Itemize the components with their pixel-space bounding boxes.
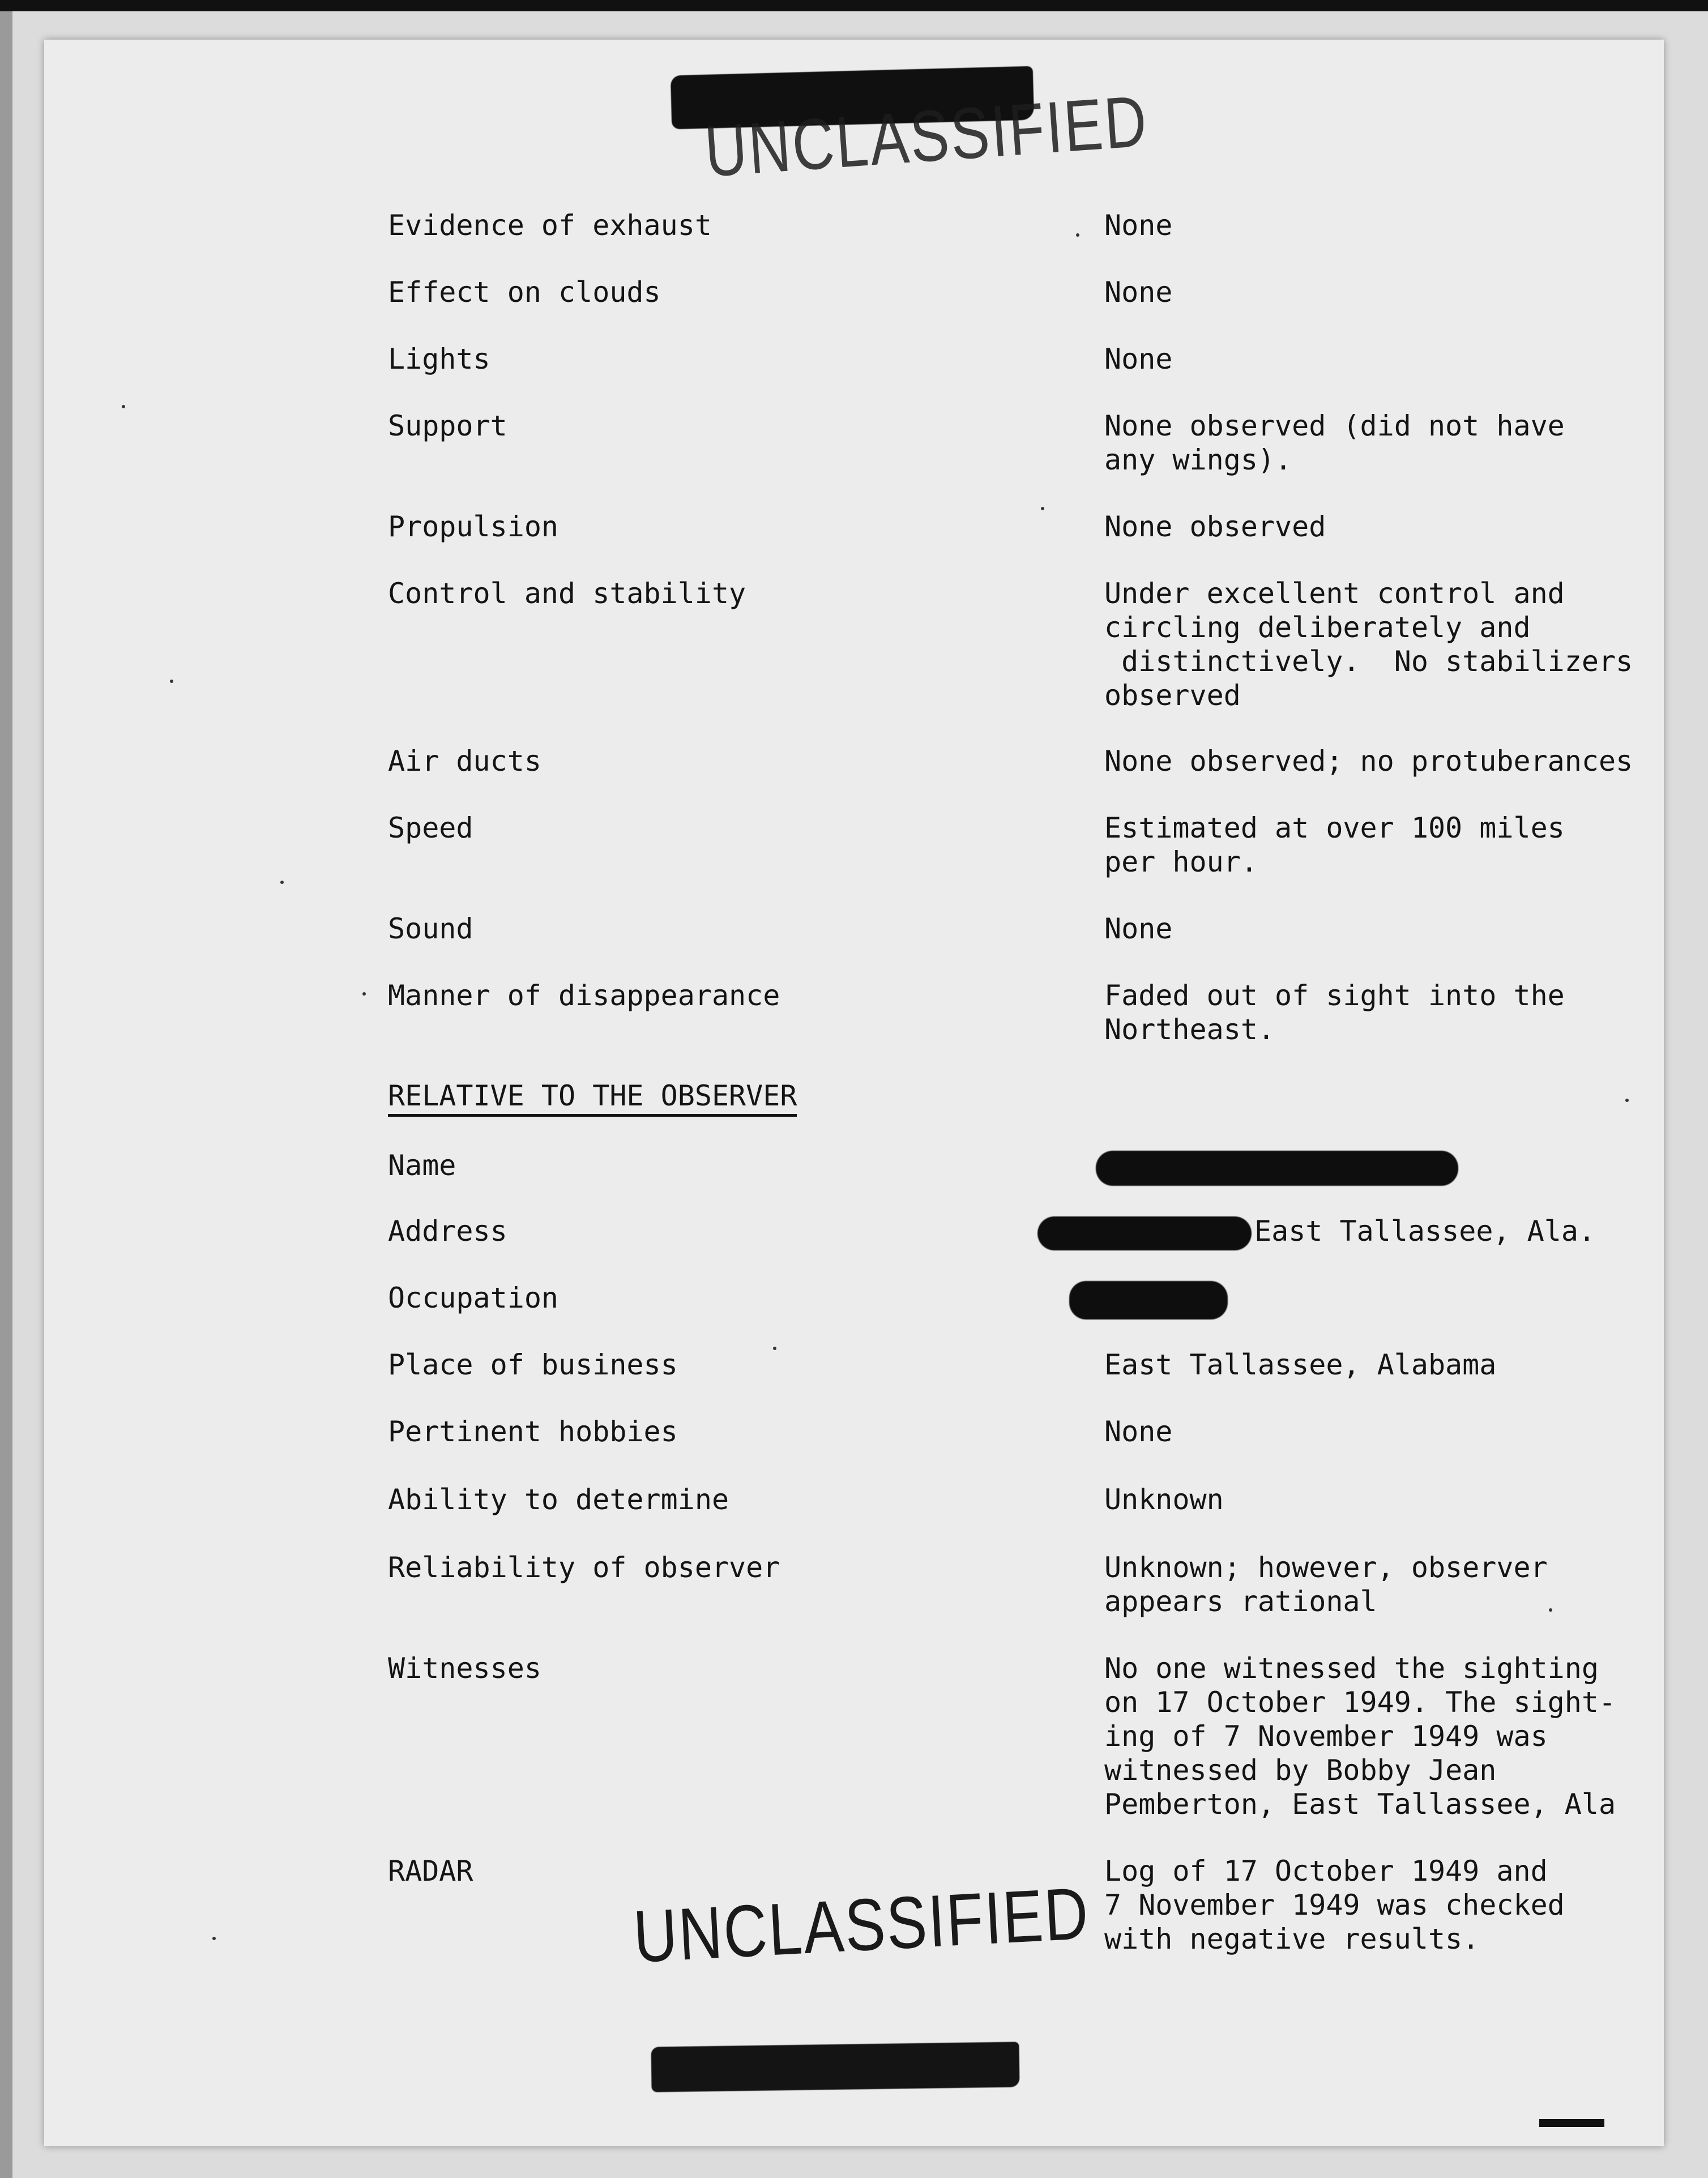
scan-speck [280,881,284,884]
scan-left-edge [0,11,12,2178]
field-label: Occupation [388,1282,559,1314]
field-label: Manner of disappearance [388,979,780,1012]
field-label: Witnesses [388,1652,541,1685]
scan-speck [1041,507,1044,510]
field-value: None [1104,343,1173,375]
field-label: Control and stability [388,577,746,610]
field-value: None [1104,276,1173,309]
document-page [44,40,1664,2146]
field-value: Unknown [1104,1483,1224,1516]
field-label: Pertinent hobbies [388,1415,678,1448]
scan-top-edge [0,0,1708,11]
field-label: Sound [388,912,473,945]
scan-speck [1076,233,1079,237]
field-value: None observed (did not have any wings). [1104,409,1565,476]
field-value: None [1104,1415,1173,1448]
section-heading-observer: RELATIVE TO THE OBSERVER [388,1079,797,1117]
scan-speck [773,1347,776,1350]
field-label: Effect on clouds [388,276,661,309]
unclassified-stamp-top: UNCLASSIFIED [702,80,1151,193]
field-label: Speed [388,812,473,844]
field-label: Propulsion [388,510,559,543]
field-label: Lights [388,343,490,375]
scan-speck [122,405,125,408]
field-value: None observed; no protuberances [1104,745,1633,778]
field-value: Estimated at over 100 miles per hour. [1104,812,1565,878]
redaction-occupation [1069,1281,1228,1319]
field-label: Place of business [388,1348,678,1381]
scan-speck [170,680,173,683]
field-label: Reliability of observer [388,1551,780,1584]
redacted-classification-stamp-bottom [651,2042,1019,2092]
scan-speck [212,1937,216,1940]
scan-speck [1549,1608,1552,1612]
field-value: Log of 17 October 1949 and 7 November 1949 was checked with negative results. [1104,1855,1565,1955]
redaction-address [1037,1216,1252,1250]
scan-speck [362,992,366,996]
field-value: Under excellent control and circling deliberately and distinctively. No stabilizers observed [1104,577,1633,712]
scan-speck [1625,1099,1629,1102]
field-label: Evidence of exhaust [388,209,712,242]
field-label: Support [388,409,507,442]
field-label: Air ducts [388,745,541,778]
field-value: No one witnessed the sighting on 17 October 1949. The sight- ing of 7 November 1949 was witnessed by Bobby Jean Pemberton, East Tallassee, Ala [1104,1652,1616,1821]
field-label: RADAR [388,1855,473,1887]
field-value: None [1104,912,1173,945]
field-label: Name [388,1149,456,1182]
field-value: None observed [1104,510,1326,543]
field-value: None [1104,209,1173,242]
field-value: Unknown; however, observer appears rational [1104,1551,1548,1618]
field-value: East Tallassee, Ala. [1254,1215,1596,1248]
field-value: Faded out of sight into the Northeast. [1104,979,1565,1046]
field-value: East Tallassee, Alabama [1104,1348,1497,1381]
unclassified-stamp-bottom: UNCLASSIFIED [631,1871,1092,1978]
redaction-name [1096,1151,1458,1186]
field-label: Address [388,1215,507,1248]
corner-mark [1539,2119,1604,2127]
field-label: Ability to determine [388,1483,729,1516]
